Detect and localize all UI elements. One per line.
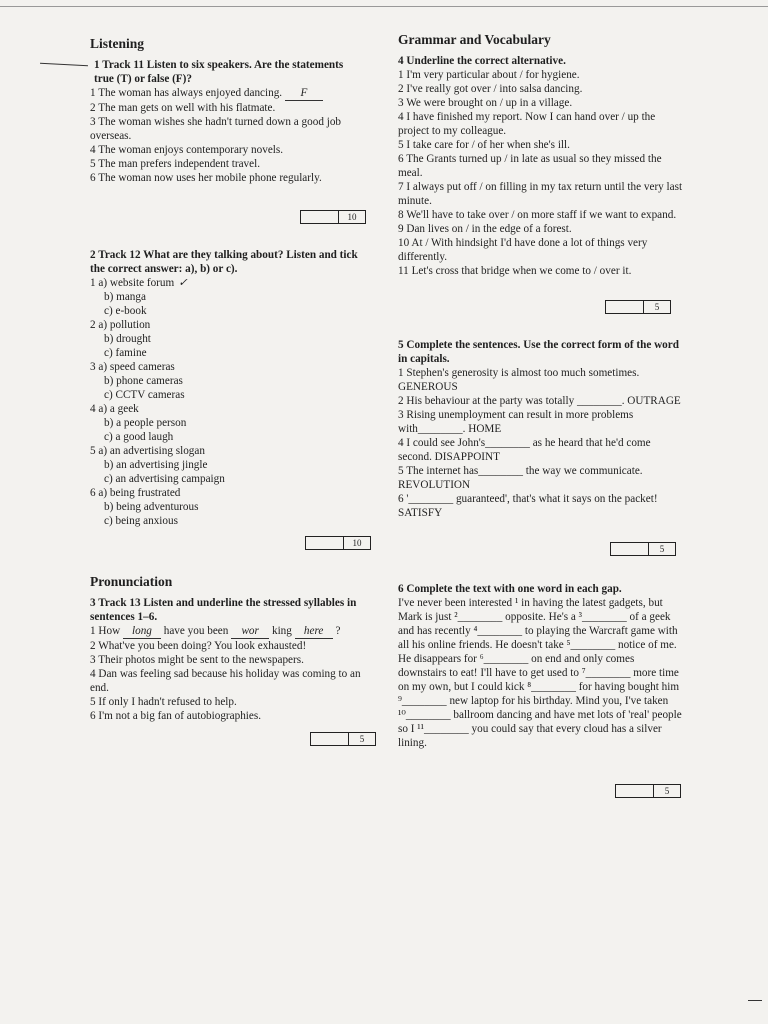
ex4-item: 10 At / With hindsight I'd have done a lot of things very differently. — [398, 237, 648, 263]
ex2-option: 4 a) a geek — [90, 403, 139, 415]
ex1-item: 6 The woman now uses her mobile phone regularly. — [90, 172, 322, 184]
ex1-item: 2 The man gets on well with his flatmate. — [90, 102, 276, 114]
ex5-item: 6 '________ guaranteed', that's what it says on the packet! SATISFY — [398, 493, 658, 519]
grammar-section — [398, 32, 683, 278]
ex4-item: 9 Dan lives on / in the edge of a forest. — [398, 223, 572, 235]
ex4-score-box — [605, 300, 671, 314]
ex3-item-1: 1 How long have you been wor king here ? — [90, 625, 341, 637]
answer-long: long — [123, 624, 161, 639]
answer-here: here — [295, 624, 333, 639]
ex4-item: 11 Let's cross that bridge when we come to / over it. — [398, 265, 632, 277]
ex2-option: b) manga — [104, 291, 146, 303]
ex1-score-box — [300, 210, 366, 224]
ex2-option: b) being adventurous — [104, 501, 199, 513]
ex2-tick-mark: ✓ — [178, 277, 188, 289]
ex3-item: 3 Their photos might be sent to the newspapers. — [90, 654, 304, 666]
ex4-score: 5 — [654, 302, 660, 312]
ex5-item: 4 I could see John's________ as he heard that he'd come second. DISAPPOINT — [398, 437, 651, 463]
ex1-answer-1: F — [285, 86, 323, 101]
ex3-score-box — [310, 732, 376, 746]
ex5-item: 3 Rising unemployment can result in more problems with________. HOME — [398, 409, 634, 435]
ex2-score: 10 — [352, 538, 362, 548]
ex3-item: 4 Dan was feeling sad because his holiday was coming to an end. — [90, 668, 361, 694]
ex3-item: 2 What've you been doing? You look exhausted! — [90, 640, 307, 652]
ex2-option: b) a people person — [104, 417, 187, 429]
listening-heading: Listening — [90, 36, 145, 51]
ex3-item: 5 If only I hadn't refused to help. — [90, 696, 237, 708]
ex2-option: b) phone cameras — [104, 375, 183, 387]
ex2-option: c) e-book — [104, 305, 147, 317]
ex3-score: 5 — [359, 734, 365, 744]
ex1-item: 5 The man prefers independent travel. — [90, 158, 261, 170]
ex4-item: 8 We'll have to take over / on more staff if we want to expand. — [398, 209, 677, 221]
listening-section — [90, 36, 365, 185]
ex2-option: b) drought — [104, 333, 151, 345]
ex2-option: 3 a) speed cameras — [90, 361, 175, 373]
ex4-item: 6 The Grants turned up / in late as usual so they missed the meal. — [398, 153, 662, 179]
ex2-section — [90, 248, 365, 528]
ex6-text: I've never been interested ¹ in having the latest gadgets, but Mark is just ²________ opposite. He's a ³________ of a geek and has recently ⁴________ to playing the Warcraft game with all his online friends. He doesn't take ⁵________ notice of me. He disappears for ⁶________ on end and only comes downstairs to eat! I'll have to get used to ⁷________ more time on my own, but I could kick ⁸________ for having bought him ⁹________ new laptop for his birthday. Mind you, I've taken ¹⁰________ ballroom dancing and have met lots of 'real' people so I ¹¹________ you could say that every cloud has a silver lining. — [398, 597, 682, 749]
ex2-instruction: 2 Track 12 What are they talking about? Listen and tick the correct answer: a), b) or c). — [90, 249, 358, 275]
ex4-items — [398, 68, 683, 278]
ex5-section — [398, 338, 683, 520]
ex2-option: b) an advertising jingle — [104, 459, 208, 471]
grammar-heading: Grammar and Vocabulary — [398, 32, 551, 47]
ex2-option: c) CCTV cameras — [104, 389, 185, 401]
ex4-item: 1 I'm very particular about / for hygiene. — [398, 69, 580, 81]
ex5-item: 2 His behaviour at the party was totally ________. OUTRAGE — [398, 395, 681, 407]
ex2-option: c) being anxious — [104, 515, 178, 527]
ex2-option: 1 a) website forum ✓ — [90, 277, 188, 289]
pen-mark — [40, 63, 88, 67]
ex5-instruction: 5 Complete the sentences. Use the correct form of the word in capitals. — [398, 339, 679, 365]
ex1-item: 4 The woman enjoys contemporary novels. — [90, 144, 284, 156]
ex1-score: 10 — [347, 212, 357, 222]
ex2-score-box — [305, 536, 371, 550]
ex2-option: c) a good laugh — [104, 431, 174, 443]
ex4-item: 5 I take care for / of her when she's ill. — [398, 139, 570, 151]
ex2-items — [90, 276, 365, 528]
ex5-item: 5 The internet has________ the way we communicate. REVOLUTION — [398, 465, 643, 491]
answer-wor: wor — [231, 624, 269, 639]
ex4-instruction: 4 Underline the correct alternative. — [398, 55, 566, 67]
ex6-instruction: 6 Complete the text with one word in each gap. — [398, 583, 622, 595]
ex6-section — [398, 582, 683, 750]
pronunciation-section — [90, 574, 365, 723]
pronunciation-heading: Pronunciation — [90, 574, 173, 589]
ex3-items — [90, 639, 365, 723]
ex1-item: 3 The woman wishes she hadn't turned down a good job overseas. — [90, 116, 342, 142]
ex5-item: 1 Stephen's generosity is almost too much sometimes. GENEROUS — [398, 367, 640, 393]
ex1-item: 1 The woman has always enjoyed dancing. F — [90, 86, 365, 101]
ex3-instruction: 3 Track 13 Listen and underline the stressed syllables in sentences 1–6. — [90, 597, 357, 623]
ex4-item: 2 I've really got over / into salsa dancing. — [398, 83, 583, 95]
ex2-option: 5 a) an advertising slogan — [90, 445, 205, 457]
ex2-option: 6 a) being frustrated — [90, 487, 181, 499]
ex5-items — [398, 366, 683, 520]
ex2-option: c) an advertising campaign — [104, 473, 225, 485]
ex2-option: c) famine — [104, 347, 147, 359]
ex5-score: 5 — [659, 544, 665, 554]
ex1-items — [90, 86, 365, 185]
ex4-item: 4 I have finished my report. Now I can hand over / up the project to my colleague. — [398, 111, 656, 137]
ex2-option: 2 a) pollution — [90, 319, 151, 331]
ex6-score-box — [615, 784, 681, 798]
scan-edge-mark — [748, 1000, 762, 1001]
scan-top-edge — [0, 6, 768, 7]
ex4-item: 3 We were brought on / up in a village. — [398, 97, 573, 109]
ex1-instruction: 1 Track 11 Listen to six speakers. Are the statements true (T) or false (F)? — [94, 59, 344, 85]
ex6-score: 5 — [664, 786, 670, 796]
ex4-item: 7 I always put off / on filling in my tax return until the very last minute. — [398, 181, 683, 207]
ex3-item: 6 I'm not a big fan of autobiographies. — [90, 710, 262, 722]
ex5-score-box — [610, 542, 676, 556]
